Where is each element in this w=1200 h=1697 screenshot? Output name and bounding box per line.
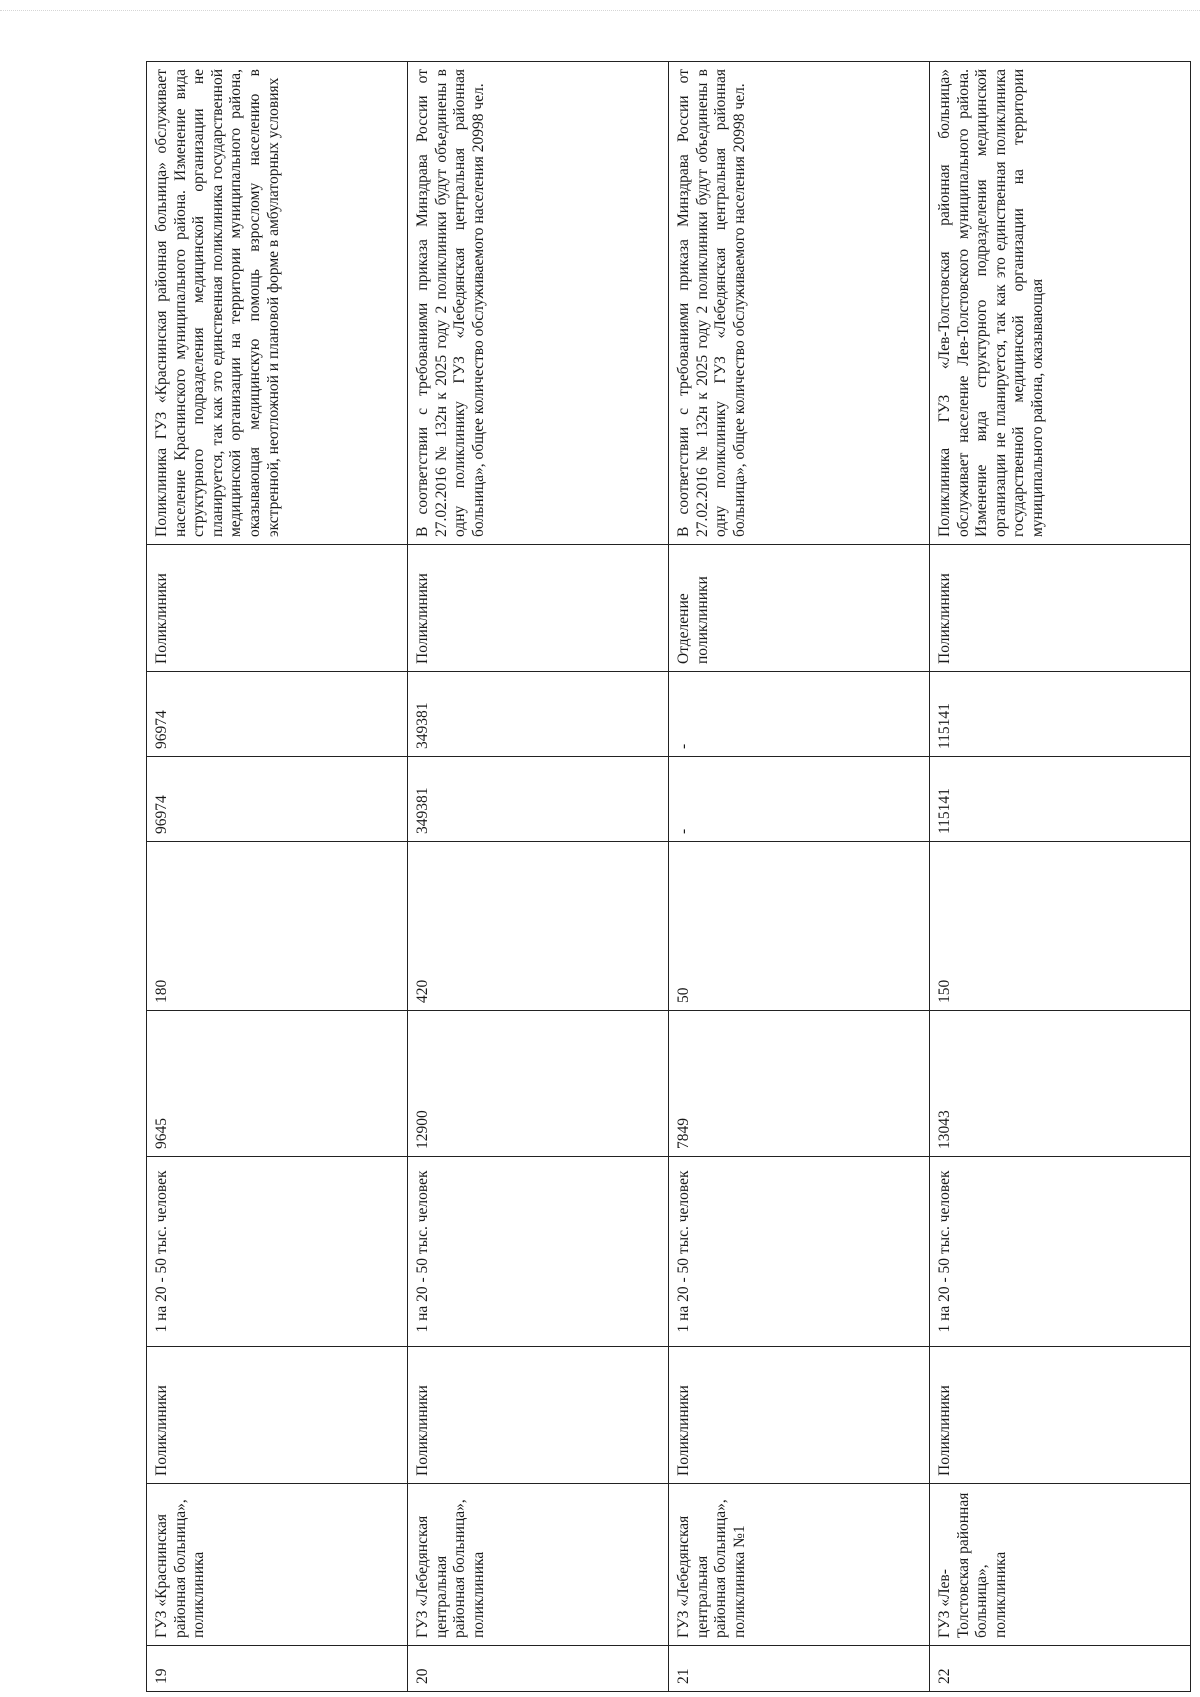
table-row [408,62,669,1692]
value-cell-1: 96974 [147,757,408,842]
table-row [669,62,930,1692]
capacity-cell: 180 [147,842,408,1011]
row-number: 21 [669,1646,930,1692]
unit-type-cell: Поликлиники [408,545,669,672]
note-cell: Поликлиника ГУЗ «Лев-Толстовская районная больница» обслуживает население Лев-Толстовского муниципального района. Изменение вида структурного подразделения медицинской организации не планируется, так как это единственная поликлиника государственной медицинской организации на территории муниципального района, оказывающая [930,62,1191,545]
note-cell: В соответствии с требованиями приказа Минздрава России от 27.02.2016 № 132н к 2025 году 2 поликлиники будут объединены в одну поликлинику ГУЗ «Лебедянская центральная районная больница», общее количество обслуживаемого населения 20998 чел. [669,62,930,545]
organization-cell: ГУЗ «Лев-Толстовская районная больница», поликлиника [930,1484,1191,1646]
norm-cell: 1 на 20 - 50 тыс. человек [930,1157,1191,1347]
norm-cell: 1 на 20 - 50 тыс. человек [147,1157,408,1347]
unit-type-cell: Отделение поликлиники [669,545,930,672]
population-cell: 13043 [930,1011,1191,1157]
table-row [930,62,1191,1692]
value-cell-2: 115141 [930,672,1191,757]
norm-cell: 1 на 20 - 50 тыс. человек [408,1157,669,1347]
table-row [147,62,408,1692]
norm-cell: 1 на 20 - 50 тыс. человек [669,1157,930,1347]
facility-type-cell: Поликлиники [669,1347,930,1484]
value-cell-1: 349381 [408,757,669,842]
polyclinics-table [146,61,1191,1692]
value-cell-2: 349381 [408,672,669,757]
note-cell: Поликлиника ГУЗ «Краснинская районная больница» обслуживает население Краснинского муниципального района. Изменение вида структурного подразделения медицинской организации не планируется, так как это единственная поликлиника государственной медицинской организации на территории муниципального района, оказывающая медицинскую помощь взрослому населению в экстренной, неотложной и плановой форме в амбулаторных условиях [147,62,408,545]
facility-type-cell: Поликлиники [930,1347,1191,1484]
value-cell-1: - [669,757,930,842]
note-cell: В соответствии с требованиями приказа Минздрава России от 27.02.2016 № 132н к 2025 году 2 поликлиники будут объединены в одну поликлинику ГУЗ «Лебедянская центральная районная больница», общее количество обслуживаемого населения 20998 чел. [408,62,669,545]
facility-type-cell: Поликлиники [147,1347,408,1484]
value-cell-2: 96974 [147,672,408,757]
rotated-table-frame [146,62,1190,1692]
row-number: 20 [408,1646,669,1692]
unit-type-cell: Поликлиники [930,545,1191,672]
value-cell-2: - [669,672,930,757]
row-number: 22 [930,1646,1191,1692]
value-cell-1: 115141 [930,757,1191,842]
organization-cell: ГУЗ «Лебедянская центральная районная больница», поликлиника №1 [669,1484,930,1646]
capacity-cell: 420 [408,842,669,1011]
population-cell: 12900 [408,1011,669,1157]
capacity-cell: 150 [930,842,1191,1011]
population-cell: 9645 [147,1011,408,1157]
population-cell: 7849 [669,1011,930,1157]
organization-cell: ГУЗ «Лебедянская центральная районная больница», поликлиника [408,1484,669,1646]
unit-type-cell: Поликлиники [147,545,408,672]
facility-type-cell: Поликлиники [408,1347,669,1484]
capacity-cell: 50 [669,842,930,1011]
row-number: 19 [147,1646,408,1692]
organization-cell: ГУЗ «Краснинская районная больница», поликлиника [147,1484,408,1646]
